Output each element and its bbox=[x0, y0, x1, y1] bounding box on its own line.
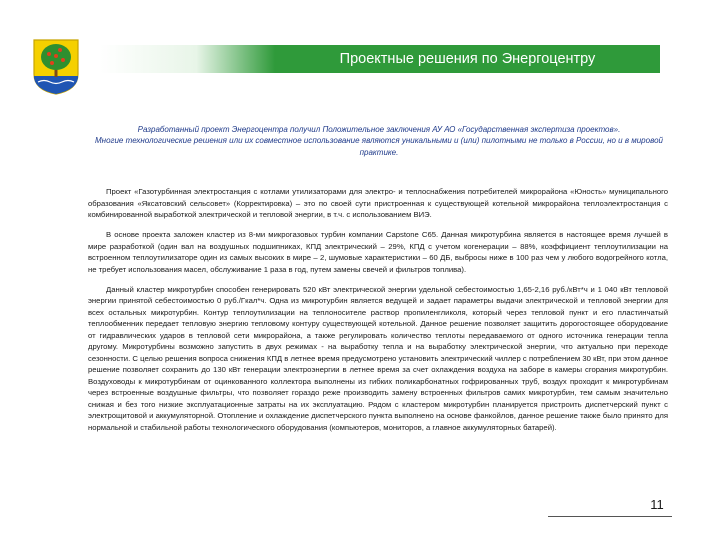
body-text bbox=[88, 186, 668, 442]
intro-statement bbox=[78, 124, 680, 158]
paragraph-microturbines: В основе проекта заложен кластер из 8-ми микрогазовых турбин компании Capstone C65. Данная микротурбина является в настоящее время лучшей в мире разработкой (один вал на воздушных подшипниках, КПД электрический – 29%, КПД с учетом когенерации – 88%, коэффициент теплоутилизации на встроенном теплоутилизаторе один из самых высоких в мире – 2, шумовые характеристики – 60 ДБ, выбросы ниже в 100 раз чем у любого водогрейного котла, не требует использования масел, обслуживание 1 раза в год, путем замены свечей и фильтров топлива). bbox=[88, 230, 668, 274]
intro-line-uniqueness: Многие технологические решения или их совместное использование являются уникальными и (или) пилотными не только в России, но и в мировой практике. bbox=[95, 136, 663, 157]
paragraph-project-overview: Проект «Газотурбинная электростанция с котлами утилизаторами для электро- и теплоснабжения потребителей микрорайона «Юность» муниципального образования «Яксатовский сельсовет» (Корректировка) – это по своей сути пристроенная к существующей котельной микрорайона теплоэлектростанция с комбинированной выработкой электрической и тепловой энергии, в т.ч. с использованием ВИЭ. bbox=[88, 187, 668, 219]
coat-of-arms-icon bbox=[32, 38, 80, 96]
footer-divider bbox=[548, 516, 672, 517]
page-number: 11 bbox=[650, 497, 664, 512]
header-banner-fade bbox=[100, 45, 275, 73]
intro-line-expertise: Разработанный проект Энергоцентра получил Положительное заключения АУ АО «Государственная экспертиза проектов». bbox=[137, 125, 621, 134]
paragraph-cluster-details: Данный кластер микротурбин способен генерировать 520 кВт электрической энергии удельной себестоимостью 1,65-2,16 руб./кВт*ч и 1 040 кВт тепловой энергии принятой себестоимостью 0 руб./Гкал*ч. Одна из микротурбин является ведущей и задает параметры выдачи электрической и тепловой энергии для всех остальных микротурбин. Контур теплоутилизации на теплоносителе раствор пропиленгликоля, который через тепловой пункт и его пластинчатый теплообменник передает тепловую энергию тепловому контуру существующей котельной. Данное решение позволяет защитить дорогостоящее оборудование от гидравлических ударов в тепловой сети микрорайона, а также регулировать количество теплоты передаваемого от одного источника генерации тепла другому. Микротурбины возможно запустить в двух режимах - на выработку тепла и на выработку электрической энергии, что актуально при переходе сезонности. С целью решения вопроса снижения КПД в летнее время предусмотрено установить электрический чиллер с потреблением 30 кВт, при этом данное решение позволяет сохранить до 130 кВт генерации электроэнергии в летнее время за счет охлаждения воздуха на заборе в камеры сгорания микротурбин. Воздуховоды к микротурбинам от оцинкованного коллектора выполнены из гибких поликарбонатных гофрированных труб, воздух проходит к микротурбинам через встроенные воздушные фильтры, что позволяет гораздо реже производить замену встроенных фильтров самих микротурбин, тем самым значительно снижая и без того низкие эксплуатационные затраты на их эксплуатацию. Рядом с кластером микротурбин планируется пристроить диспетчерский пункт с электрощитовой и аккумуляторной. Отопление и охлаждение диспетчерского пункта выполнено на основе фанкойлов, данное решение также было принято для нормальной и стабильной работы технологического оборудования (компьютеров, мониторов, а главное аккумуляторных батарей). bbox=[88, 284, 668, 432]
page-title: Проектные решения по Энергоцентру bbox=[275, 45, 660, 73]
